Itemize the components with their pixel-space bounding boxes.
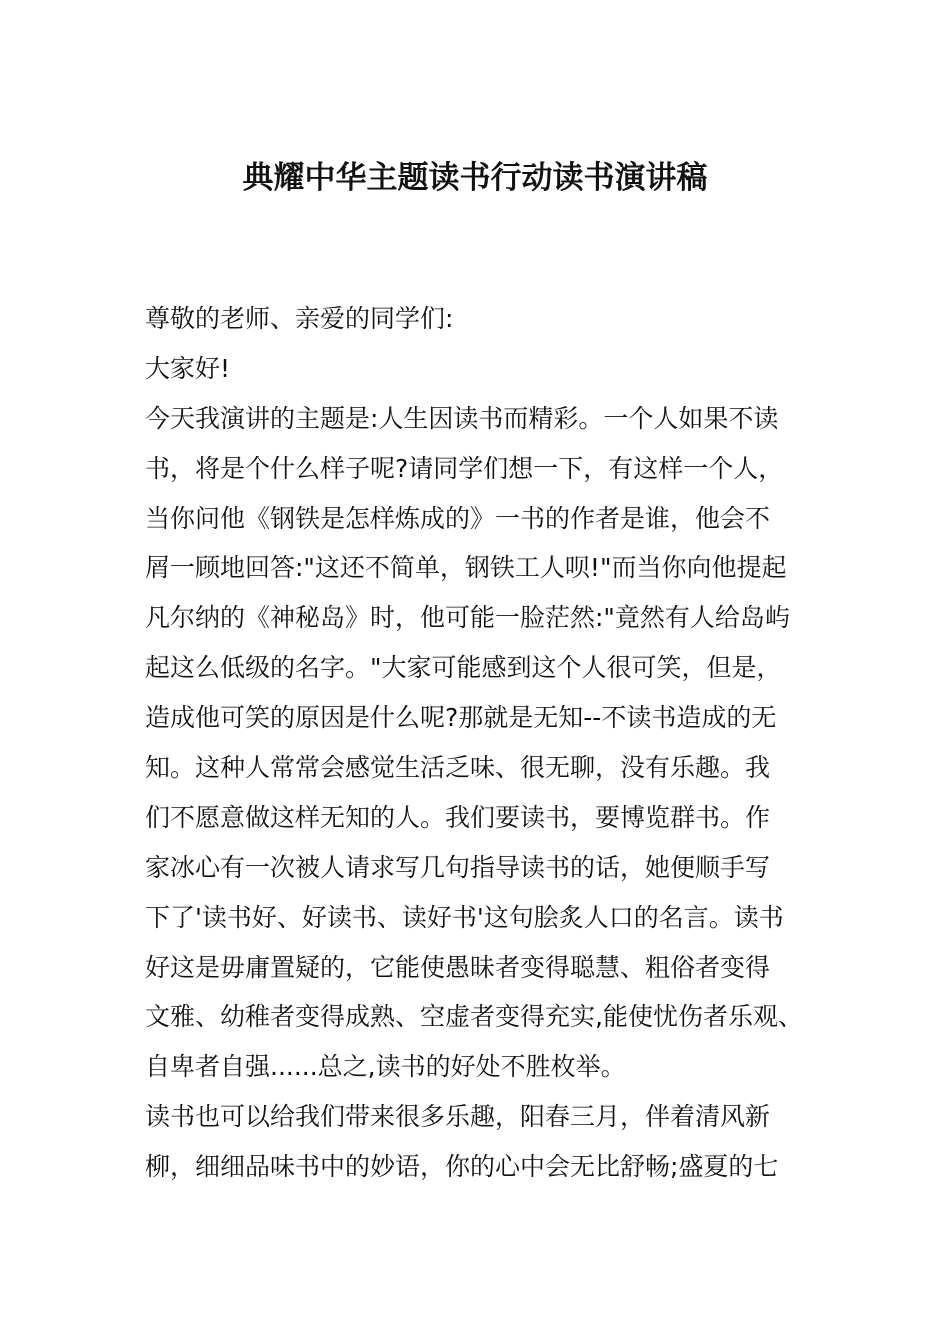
body-line: 书，将是个什么样子呢?请同学们想一下，有这样一个人，	[145, 453, 784, 483]
body-line: 知。这种人常常会感觉生活乏味、很无聊，没有乐趣。我	[145, 753, 771, 783]
body-line: 读书也可以给我们带来很多乐趣，阳春三月，伴着清风新	[145, 1102, 771, 1132]
document-body	[145, 294, 825, 1192]
body-line: 下了'读书好、好读书、读好书'这句脍炙人口的名言。读书	[145, 902, 784, 932]
body-line: 当你问他《钢铁是怎样炼成的》一书的作者是谁，他会不	[145, 503, 771, 533]
document-title: 典耀中华主题读书行动读书演讲稿	[242, 160, 708, 196]
body-line: 今天我演讲的主题是:人生因读书而精彩。一个人如果不读	[145, 403, 779, 433]
body-line: 文雅、幼稚者变得成熟、空虚者变得充实,能使忧伤者乐观、	[145, 1002, 803, 1032]
body-line: 柳，细细品味书中的妙语，你的心中会无比舒畅;盛夏的七	[145, 1152, 779, 1182]
body-line: 们不愿意做这样无知的人。我们要读书，要博览群书。作	[145, 802, 771, 832]
body-line: 尊敬的老师、亲爱的同学们:	[145, 304, 454, 333]
body-line: 造成他可笑的原因是什么呢?那就是无知--不读书造成的无	[145, 703, 777, 733]
body-line: 屑一顾地回答:"这还不简单，钢铁工人呗!"而当你向他提起	[145, 553, 787, 583]
body-line: 好这是毋庸置疑的，它能使愚昧者变得聪慧、粗俗者变得	[145, 952, 771, 982]
body-line: 自卑者自强......总之,读书的好处不胜枚举。	[145, 1052, 626, 1082]
body-line: 凡尔纳的《神秘岛》时，他可能一脸茫然:"竟然有人给岛屿	[145, 603, 790, 633]
body-line: 大家好!	[145, 353, 231, 383]
body-line: 家冰心有一次被人请求写几句指导读书的话，她便顺手写	[145, 852, 771, 882]
body-line: 起这么低级的名字。"大家可能感到这个人很可笑，但是，	[145, 653, 782, 683]
